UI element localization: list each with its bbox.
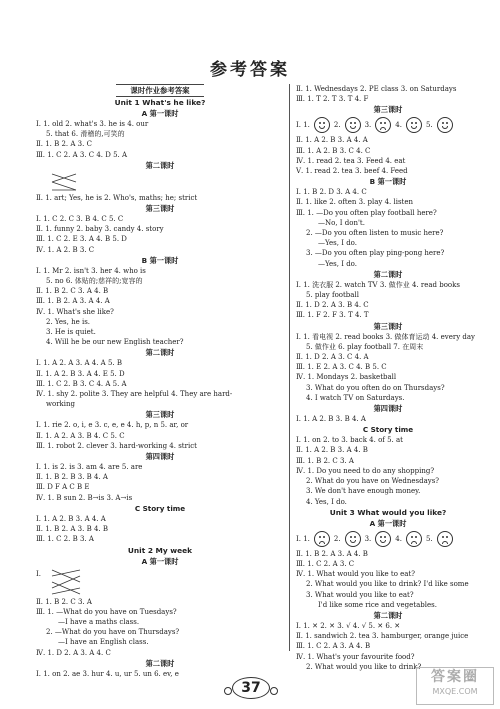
answer-line: Ⅳ. 1. read 2. tea 3. Feed 4. eat [296, 156, 406, 165]
answer-line: Ⅲ. 1. C 2. B 3. C 4. A 5. A [36, 379, 127, 388]
answer-line: Ⅱ. 1. like 2. often 3. play 4. listen [296, 198, 414, 207]
answer-line: 2. What would you like to drink? [306, 662, 422, 671]
answer-line: Ⅲ. 1. robot 2. clever 3. hard-working 4. strict [36, 441, 197, 450]
watermark-logo: 答案圈 MXQE.COM [416, 667, 494, 705]
answer-line: Ⅲ. 1. E 2. A 3. C 4. B 5. C [296, 363, 387, 372]
answer-line: Ⅳ. 1. Mondays 2. basketball [296, 373, 397, 382]
smiley-face-icon [345, 117, 361, 133]
lesson-label: 第二课时 [373, 269, 403, 279]
answer-line: Ⅱ. 1. A 2. B 3. A 4. E 5. D [36, 369, 125, 378]
answer-line: Ⅰ. 1. B 2. D 3. A 4. C [296, 188, 367, 197]
answer-line: Ⅲ. 1. T 2. T 3. T 4. F [296, 95, 369, 104]
answer-line: Ⅱ. 1. A 2. A 3. B 4. C 5. C [36, 431, 125, 440]
answer-line: Ⅰ. 1. A 2. B 3. A 4. A [36, 514, 106, 523]
answer-line: Ⅱ. 1. D 2. A 3. B 4. C [296, 301, 369, 310]
b-lesson-label: B 第一课时 [369, 177, 407, 187]
smiley-face-icon [406, 117, 422, 133]
answer-line: —Yes, I do. [318, 259, 357, 268]
left-column [36, 84, 284, 678]
answer-line: Ⅲ. 1. —Do you often play football here? [296, 208, 437, 217]
u2-a-label: A 第一课时 [141, 556, 179, 566]
answer-line: Ⅱ. 1. B 2. C 3. A [36, 597, 92, 606]
unit2-heading: Unit 2 My week [127, 545, 193, 555]
answer-line: Ⅲ. 1. B 2. C 3. A [296, 456, 354, 465]
answer-line: Ⅰ. 1. on 2. to 3. back 4. of 5. at [296, 436, 403, 445]
lesson-label: 第三课时 [373, 105, 403, 115]
answer-line: Ⅲ. 1. C 2. E 3. A 4. B 5. D [36, 235, 127, 244]
answer-line: Ⅲ. 1. —What do you have on Tuesdays? [36, 607, 177, 616]
answer-line: Ⅱ. 1. sandwich 2. tea 3. hamburger, orange juice [296, 632, 469, 641]
lesson-label: 第四课时 [145, 452, 175, 462]
answer-line: Ⅲ. 1. F 2. F 3. T 4. T [296, 311, 369, 320]
lesson-label: 第二课时 [145, 160, 175, 170]
answer-line: 5. that 6. 滑稽的,可笑的 [46, 130, 125, 139]
answer-line: Ⅰ. 1. A 2. A 3. A 4. A 5. B [36, 359, 122, 368]
answer-line: Ⅲ. 1. B 2. A 3. A 4. A [36, 297, 110, 306]
story-time-label: C Story time [362, 425, 414, 435]
sad-face-icon [375, 117, 391, 133]
answer-line: I'd like some rice and vegetables. [318, 600, 437, 609]
answer-line: Ⅲ. 1. A 2. B 3. C 4. C [296, 146, 371, 155]
lesson-label: 第三课时 [145, 204, 175, 214]
answer-line: Ⅱ. 1. B 2. A 3. C [36, 140, 92, 149]
lesson-label: 第四课时 [373, 404, 403, 414]
answer-line: 2. Yes, he is. [46, 317, 91, 326]
answer-line: Ⅲ. 1. C 2. A 3. C [296, 559, 355, 568]
answer-line: 4. Will he be our new English teacher? [46, 338, 184, 347]
column-divider [289, 84, 290, 651]
matching-lines-drawing [36, 171, 284, 193]
answer-line: Ⅱ. 1. B 2. A 3. B 4. B [36, 525, 108, 534]
sad-face-icon [406, 531, 422, 547]
matching-lines-drawing: Ⅰ. [36, 567, 284, 597]
story-time-label: C Story time [134, 503, 186, 513]
answer-line: Ⅰ. 1. ✕ 2. ✕ 3. √ 4. √ 5. ✕ 6. ✕ [296, 621, 401, 630]
answer-line: Ⅲ. 1. C 2. B 3. A [36, 535, 94, 544]
answer-line: Ⅲ. D F A C B E [36, 483, 90, 492]
answer-line: 2. What do you have on Wednesdays? [306, 477, 440, 486]
answer-line: Ⅰ. 1. C 2. C 3. B 4. C 5. C [36, 215, 124, 224]
answer-line: Ⅳ. 1. What's she like? [36, 307, 114, 316]
u1-b-label: B 第一课时 [141, 255, 179, 265]
answer-line: 2. —What do you have on Thursdays? [46, 628, 180, 637]
answer-line: Ⅳ. 1. A 2. B 3. C [36, 245, 95, 254]
answer-line: Ⅳ. 1. D 2. A 3. A 4. C [36, 648, 111, 657]
page-title: 参考答案 [210, 60, 290, 80]
answer-line: Ⅱ. 1. D 2. A 3. C 4. A [296, 353, 369, 362]
answer-line: Ⅱ. 1. A 2. B 3. A 4. A [296, 136, 368, 145]
sad-face-icon [437, 531, 453, 547]
answer-line: 2. What would you like to drink? I'd like some [306, 580, 469, 589]
answer-line: Ⅳ. 1. Do you need to do any shopping? [296, 466, 435, 475]
answer-line: 4. Yes, I do. [306, 497, 347, 506]
smiley-face-icon [375, 531, 391, 547]
answer-line: Ⅱ. 1. B 2. B 3. B 4. A [36, 473, 108, 482]
answer-line: Ⅰ. 1. old 2. what's 3. he is 4. our [36, 120, 149, 128]
lesson-label: 第三课时 [145, 410, 175, 420]
answer-line: Ⅱ. 1. A 2. B 3. A 4. B [296, 446, 368, 455]
answer-line: 3. —Do you often play ping-pong here? [306, 249, 445, 258]
answer-line: Ⅳ. 1. What's your favourite food? [296, 652, 415, 661]
answer-line: Ⅴ. 1. read 2. tea 3. beef 4. Feed [296, 167, 408, 176]
answer-line: —No, I don't. [318, 218, 365, 227]
lesson-label: 第二课时 [145, 348, 175, 358]
answer-line: —I have an English class. [58, 638, 149, 647]
answer-line: Ⅳ. 1. shy 2. polite 3. They are helpful 4. They are hard- [36, 390, 233, 399]
smiley-face-icon [314, 117, 330, 133]
answer-line: Ⅳ. 1. What would you like to eat? [296, 570, 416, 579]
smiley-face-icon [345, 531, 361, 547]
answer-line: 3. What do you often do on Thursdays? [306, 383, 445, 392]
u1-a-label: A 第一课时 [141, 109, 179, 118]
answer-line: Ⅰ. 1. rie 2. o, i, e 3. c, e, e 4. h, p, n 5. ar, or [36, 421, 189, 430]
answer-line: Ⅱ. 1. funny 2. baby 3. candy 4. story [36, 225, 164, 234]
faces-row: Ⅰ. 1. 2. 3. 4. 5. [296, 529, 480, 549]
answer-line: 4. I watch TV on Saturdays. [306, 393, 405, 402]
answer-line: 5. 做作业 6. play football 7. 在周末 [306, 342, 424, 351]
answer-line: Ⅳ. 1. B sun 2. B→is 3. A→is [36, 493, 133, 502]
lesson-label: 第三课时 [373, 321, 403, 331]
sad-face-icon [314, 531, 330, 547]
answer-line: 5. play football [306, 291, 359, 300]
answer-line: Ⅰ. 1. A 2. B 3. B 4. A [296, 415, 366, 424]
unit1-heading: Unit 1 What's he like? [114, 98, 206, 107]
answer-line: Ⅱ. 1. art; Yes, he is 2. Who's, maths; he; strict [36, 193, 198, 202]
lesson-label: 第二课时 [373, 610, 403, 620]
u3-a-label: A 第一课时 [369, 518, 407, 528]
answer-line: Ⅰ. 1. 洗衣服 2. watch TV 3. 做作业 4. read books [296, 280, 460, 289]
faces-row: Ⅰ. 1. 2. 3. 4. 5. [296, 115, 480, 135]
answer-line: —I have a maths class. [58, 617, 140, 626]
answer-line: Ⅱ. 1. B 2. A 3. A 4. B [296, 549, 368, 558]
smiley-face-icon [437, 117, 453, 133]
answer-line: Ⅲ. 1. C 2. A 3. C 4. D 5. A [36, 150, 128, 159]
answer-line: Ⅱ. 1. B 2. C 3. A 4. B [36, 287, 109, 296]
answer-line: 3. We don't have enough money. [306, 487, 421, 496]
answer-line: working [46, 400, 76, 409]
answer-line: 5. no 6. 体贴的;慈祥的;宽容的 [46, 277, 143, 286]
page-number: 37 [232, 677, 270, 699]
answer-line: Ⅰ. 1. is 2. is 3. am 4. are 5. are [36, 463, 143, 472]
answer-line: —Yes, I do. [318, 239, 357, 248]
answer-line: 2. —Do you often listen to music here? [306, 229, 444, 238]
unit3-heading: Unit 3 What would you like? [329, 507, 447, 517]
answer-line: Ⅰ. 1. on 2. ae 3. hur 4. u, ur 5. un 6. ev, e [36, 669, 179, 678]
answer-line: 3. What would you like to eat? [306, 590, 414, 599]
answer-line: Ⅰ. 1. 看电视 2. read books 3. 做体育运动 4. every day [296, 332, 475, 341]
answer-line: Ⅲ. 1. C 2. A 3. A 4. B [296, 642, 371, 651]
answer-line: Ⅰ. 1. Mr 2. isn't 3. her 4. who is [36, 266, 146, 275]
answer-line: 3. He is quiet. [46, 328, 96, 337]
answer-line: Ⅱ. 1. Wednesdays 2. PE class 3. on Saturdays [296, 85, 457, 93]
section-heading: 课时作业参考答案 [36, 84, 284, 97]
lesson-label: 第二课时 [145, 658, 175, 668]
right-column [296, 84, 480, 671]
